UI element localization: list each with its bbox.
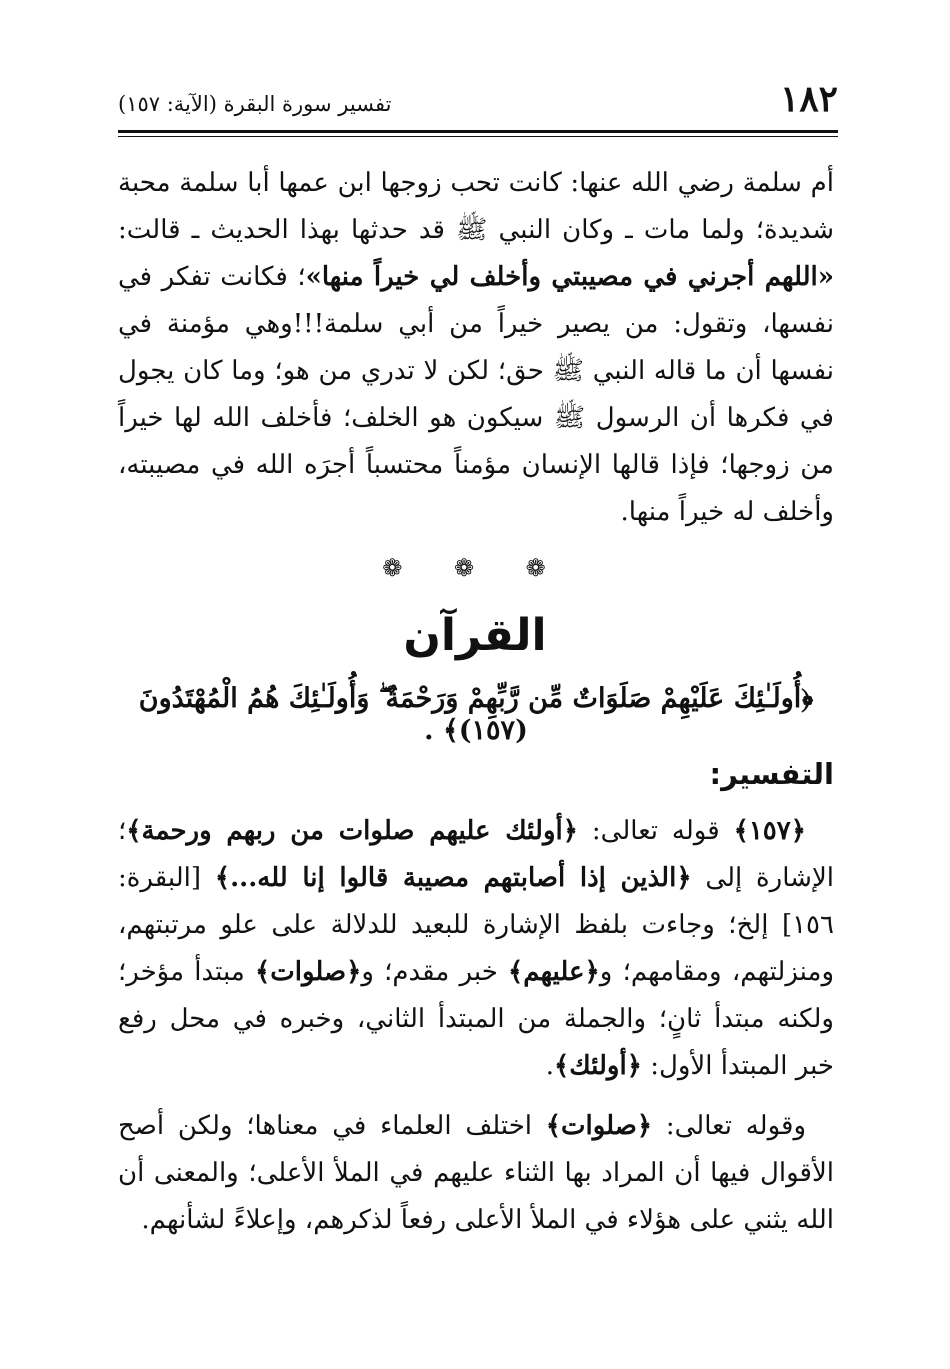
tafsir-1-text-1: قوله تعالى:	[577, 816, 734, 846]
running-title: تفسير سورة البقرة (الآية: ١٥٧)	[118, 92, 392, 116]
verse-quote: ﴿أولئك عليهم صلوات من ربهم ورحمة﴾	[126, 816, 578, 846]
intro-text-1: أم سلمة رضي الله عنها: كانت تحب زوجها ابن عمها أبا سلمة محبة شديدة؛ ولما مات ـ وكان النبي ﷺ قد حدثها بهذا الحديث ـ قالت:	[118, 168, 834, 245]
tafsir-paragraph-1	[118, 808, 834, 1090]
verse-number-ref: ﴿١٥٧﴾	[733, 816, 806, 846]
prior-verse-quote: ﴿الذين إذا أصابتهم مصيبة قالوا إنا لله...﴾	[214, 863, 692, 893]
section-title-quran: القرآن	[403, 610, 547, 661]
tafsir-heading: التفسير:	[709, 757, 834, 791]
page-number: ١٨٢	[779, 78, 838, 120]
word-quote-alayhim: ﴿عليهم﴾	[508, 957, 600, 987]
tafsir-1-text-4: خبر مقدم؛ و	[361, 957, 509, 987]
word-quote-salawat: ﴿صلوات﴾	[545, 1111, 653, 1141]
tafsir-2-text-1: وقوله تعالى:	[652, 1111, 806, 1141]
word-quote-ulaika: ﴿أولئك﴾	[554, 1051, 642, 1081]
tafsir-1-text-2: ؛ الإشارة إلى	[118, 816, 834, 893]
tafsir-1-text-3: [البقرة: ١٥٦] إلخ؛ وجاءت بلفظ الإشارة للبعيد للدلالة على علو مرتبتهم، ومنزلتهم، ومقامهم؛ و	[118, 863, 834, 987]
intro-paragraph	[118, 160, 834, 536]
header-rule-thin	[118, 136, 838, 137]
header-rule-thick	[118, 130, 838, 133]
tafsir-1-text-5: مبتدأ مؤخر؛ ولكنه مبتدأ ثانٍ؛ والجملة من المبتدأ الثاني، وخبره في محل رفع خبر المبتدأ الأول:	[118, 957, 834, 1081]
word-quote-salawat: ﴿صلوات﴾	[255, 957, 362, 987]
tafsir-paragraph-2	[118, 1103, 834, 1244]
tafsir-2-text-2: اختلف العلماء في معناها؛ ولكن أصح الأقوال فيها أن المراد بها الثناء عليهم في الملأ الأعلى؛ والمعنى أن الله يثني على هؤلاء في الملأ الأعلى رفعاً لذكرهم، وإعلاءً لشأنهم.	[118, 1111, 834, 1235]
quran-verse: ﴿أُولَـٰئِكَ عَلَيْهِمْ صَلَوَاتٌ مِّن رَّبِّهِمْ وَرَحْمَةٌ ۖ وَأُولَـٰئِكَ هُمُ الْمُهْتَدُونَ (١٥٧)﴾ .	[138, 683, 814, 746]
page-header	[118, 78, 838, 128]
section-separator: ❁ ❁ ❁	[382, 554, 568, 582]
intro-dua-quote: «اللهم أجرني في مصيبتي وأخلف لي خيراً منها»	[305, 262, 834, 292]
intro-text-2: ؛ فكانت تفكر في نفسها، وتقول: من يصير خيراً من أبي سلمة!!!وهي مؤمنة في نفسها أن ما قاله النبي ﷺ حق؛ لكن لا تدري من هو؛ وما كان يجول في فكرها أن الرسول ﷺ سيكون هو الخلف؛ فأخلف الله لها خيراً من زوجها؛ فإذا قالها الإنسان مؤمناً محتسباً أجرَه الله في مصيبته، وأخلف له خيراً منها.	[118, 262, 834, 527]
tafsir-1-text-6: .	[545, 1051, 554, 1081]
